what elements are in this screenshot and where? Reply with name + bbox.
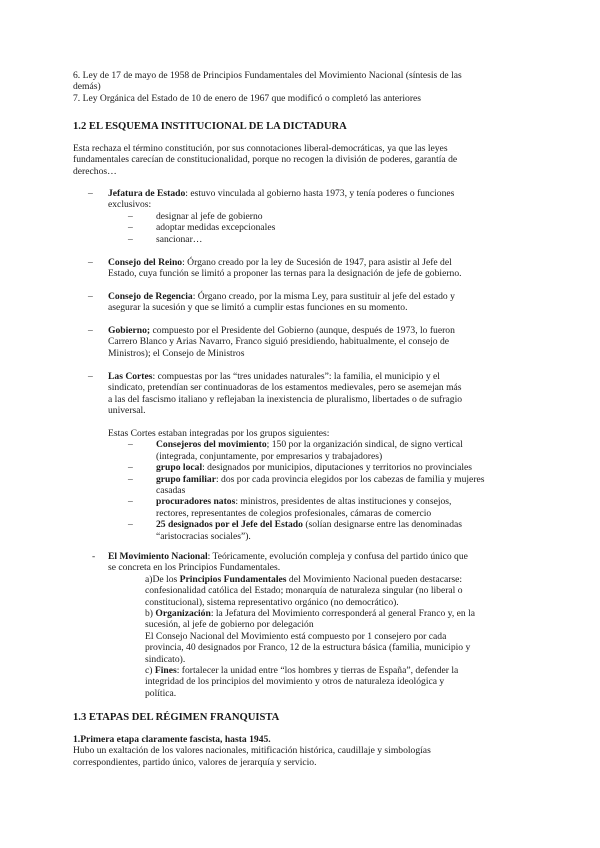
- term-cortes: Las Cortes: [108, 371, 153, 382]
- group-item-designados: [128, 519, 548, 530]
- item-text: casadas: [156, 485, 186, 497]
- item-text: : compuestas por las “tres unidades naturales”: la familia, el municipio y el: [152, 371, 440, 382]
- intro-list: [73, 70, 528, 104]
- sub-item-text: designar al jefe de gobierno: [156, 210, 263, 222]
- term-grupo-familiar: grupo familiar: [156, 473, 216, 485]
- dash-bullet: –: [88, 371, 93, 382]
- item-text: rectores, representantes de colegios profesionales, cámaras de comercio: [156, 507, 432, 519]
- group-item-natos: [128, 496, 548, 507]
- list-item-jefatura: [88, 188, 528, 245]
- list-item-consejo-reino: [88, 257, 528, 280]
- section-1-2-paragraph: [73, 143, 528, 177]
- sub-item-text: adoptar medidas excepcionales: [156, 222, 276, 234]
- term-designados: 25 designados por el Jefe del Estado: [156, 519, 303, 531]
- term-fines: Fines: [154, 665, 177, 677]
- sub-item-text: sancionar…: [156, 233, 203, 245]
- item-text: : Teóricamente, evolución compleja y confusa del partido único que: [207, 551, 468, 562]
- item-text: (integrada, conjuntamente, por empresarios y trabajadores): [156, 450, 383, 462]
- term-jefatura: Jefatura de Estado: [108, 188, 186, 199]
- item-text: política.: [145, 687, 177, 699]
- item-text: asegurar la sucesión y que se limitó a cumplir estas funciones en su momento.: [108, 302, 408, 314]
- movimiento-subpoints: [108, 574, 528, 699]
- item-text: Estado, cuya función se limitó a proponer las ternas para la designación de jefe de gobierno.: [108, 268, 462, 280]
- item-text: : estuvo vinculada al gobierno hasta 1973, y tenía poderes o funciones: [185, 188, 455, 199]
- dash-bullet: -: [92, 551, 96, 562]
- intro-item-7: 7. Ley Orgánica del Estado de 10 de enero de 1967 que modificó o completó las anteriores: [73, 92, 422, 104]
- intro-item-6-line1: 6. Ley de 17 de mayo de 1958 de Principios Fundamentales del Movimiento Nacional (síntesis de las: [73, 70, 462, 81]
- group-item-consejeros-cont: [128, 451, 548, 462]
- dash-bullet: –: [128, 210, 133, 222]
- sub-item: [128, 222, 548, 233]
- group-item-designados-cont: [128, 531, 548, 542]
- item-text: sindicato).: [145, 653, 186, 665]
- item-text: ; 150 por la organización sindical, de signo vertical: [266, 439, 463, 451]
- dash-bullet: –: [88, 188, 93, 199]
- item-text: b): [145, 608, 156, 620]
- dash-bullet: –: [128, 496, 133, 508]
- item-text: integridad de los principios del movimiento y otros de naturaleza ideológica y: [145, 676, 445, 688]
- item-text: : Órgano creado, por la misma Ley, para sustituir al jefe del estado y: [192, 291, 455, 302]
- list-item-consejo-regencia: [88, 291, 528, 314]
- dash-bullet: –: [128, 462, 133, 474]
- item-text: : ministros, presidentes de altas instituciones y consejos,: [235, 496, 452, 508]
- item-text: c): [145, 665, 155, 677]
- term-procuradores-natos: procuradores natos: [156, 496, 236, 508]
- item-text: : fortalecer la unidad entre “los hombres y tierras de España”, defender la: [176, 665, 459, 677]
- item-text: El Consejo Nacional del Movimiento está compuesto por 1 consejero por cada: [145, 630, 447, 642]
- term-gobierno: Gobierno;: [108, 325, 151, 336]
- item-text: : designados por municipios, diputaciones y territorios no provinciales: [202, 462, 473, 474]
- sub-item: [128, 211, 548, 222]
- item-text: (solían designarse entre las denominadas: [302, 519, 462, 531]
- term-movimiento: El Movimiento Nacional: [108, 551, 208, 562]
- item-text: : dos por cada provincia elegidos por los cabezas de familia y mujeres: [215, 473, 485, 485]
- group-item-natos-cont: [128, 508, 548, 519]
- term-consejo-reino: Consejo del Reino: [108, 257, 183, 268]
- dash-bullet: –: [128, 222, 133, 234]
- paragraph-line: Esta rechaza el término constitución, por sus connotaciones liberal-democráticas, ya que las leyes: [73, 143, 448, 154]
- item-text: provincia, 40 designados por Franco, 12 de la estructura básica (familia, municipio y: [145, 642, 471, 654]
- item-text: Carrero Blanco y Arias Navarro, Franco siguió presidiendo, habitualmente, el consejo de: [108, 336, 450, 348]
- intro-item-6-line2: demás): [73, 81, 101, 93]
- sub-item: [128, 234, 548, 245]
- term-organizacion: Organización: [155, 608, 211, 620]
- item-text: : la Jefatura del Movimiento corresponderá al general Franco y, en la: [210, 608, 475, 620]
- paragraph-line: fundamentales carecían de constitucionalidad, porque no recogen la división de poderes, garantía de: [73, 154, 458, 166]
- item-text: a)De los: [145, 573, 180, 585]
- list-item-cortes: [88, 371, 528, 417]
- dash-bullet: –: [128, 439, 133, 451]
- dash-bullet: –: [128, 473, 133, 485]
- term-grupo-local: grupo local: [156, 462, 203, 474]
- term-principios: Principios Fundamentales: [179, 573, 287, 585]
- group-item-familiar: [128, 474, 548, 485]
- item-text: universal.: [108, 405, 146, 417]
- paragraph-line: Hubo un exaltación de los valores nacionales, mitificación histórica, caudillaje y simbologías: [73, 745, 431, 757]
- group-item-consejeros: [128, 439, 548, 450]
- paragraph-line: correspondientes, partido único, valores de jerarquía y servicio.: [73, 756, 317, 768]
- item-text: Ministros); el Consejo de Ministros: [108, 347, 245, 359]
- item-text: se concreta en los Principios Fundamentales.: [108, 562, 281, 574]
- item-text: exclusivos:: [108, 199, 152, 211]
- item-text: constitucional), sistema representativo orgánico (no democrático).: [145, 596, 399, 608]
- section-1-3-body: [73, 734, 528, 768]
- section-1-2-title: 1.2 EL ESQUEMA INSTITUCIONAL DE LA DICTADURA: [73, 121, 347, 132]
- group-item-local: [128, 462, 548, 473]
- paragraph-line: derechos…: [73, 165, 117, 177]
- dash-bullet: –: [88, 257, 93, 268]
- term-consejeros: Consejeros del movimiento: [156, 439, 267, 451]
- item-text: compuesto por el Presidente del Gobierno (aunque, después de 1973, lo fueron: [150, 325, 455, 336]
- dash-bullet: –: [128, 233, 133, 245]
- item-text: confesionalidad católica del Estado; monarquía de naturaleza singular (no liberal o: [145, 585, 463, 597]
- dash-bullet: –: [88, 291, 93, 302]
- item-text: : Órgano creado por la ley de Sucesión de 1947, para asistir al Jefe del: [182, 257, 452, 268]
- item-text: “aristocracias sociales”).: [156, 530, 251, 542]
- item-text: del Movimiento Nacional pueden destacarse:: [286, 573, 463, 585]
- item-text: sucesión, al jefe de gobierno por delegación: [145, 619, 314, 631]
- groups-intro: Estas Cortes estaban integradas por los grupos siguientes:: [108, 428, 330, 439]
- item-text: a las del fascismo italiano y reflejaban la inexistencia de pluralismo, libertades o de sufragio: [108, 393, 463, 405]
- dash-bullet: –: [128, 519, 133, 531]
- list-item-gobierno: [88, 325, 528, 359]
- cortes-groups: [108, 428, 528, 542]
- dash-bullet: –: [88, 325, 93, 336]
- section-1-3-title: 1.3 ETAPAS DEL RÉGIMEN FRANQUISTA: [73, 712, 280, 723]
- list-item-movimiento: [92, 551, 528, 699]
- item-text: sindicato, pretendían ser continuadoras de los estamentos medievales, pero se asemejan más: [108, 382, 462, 394]
- group-item-familiar-cont: [128, 485, 548, 496]
- section-1-3-subtitle: 1.Primera etapa claramente fascista, hasta 1945.: [73, 734, 271, 745]
- term-consejo-regencia: Consejo de Regencia: [108, 291, 193, 302]
